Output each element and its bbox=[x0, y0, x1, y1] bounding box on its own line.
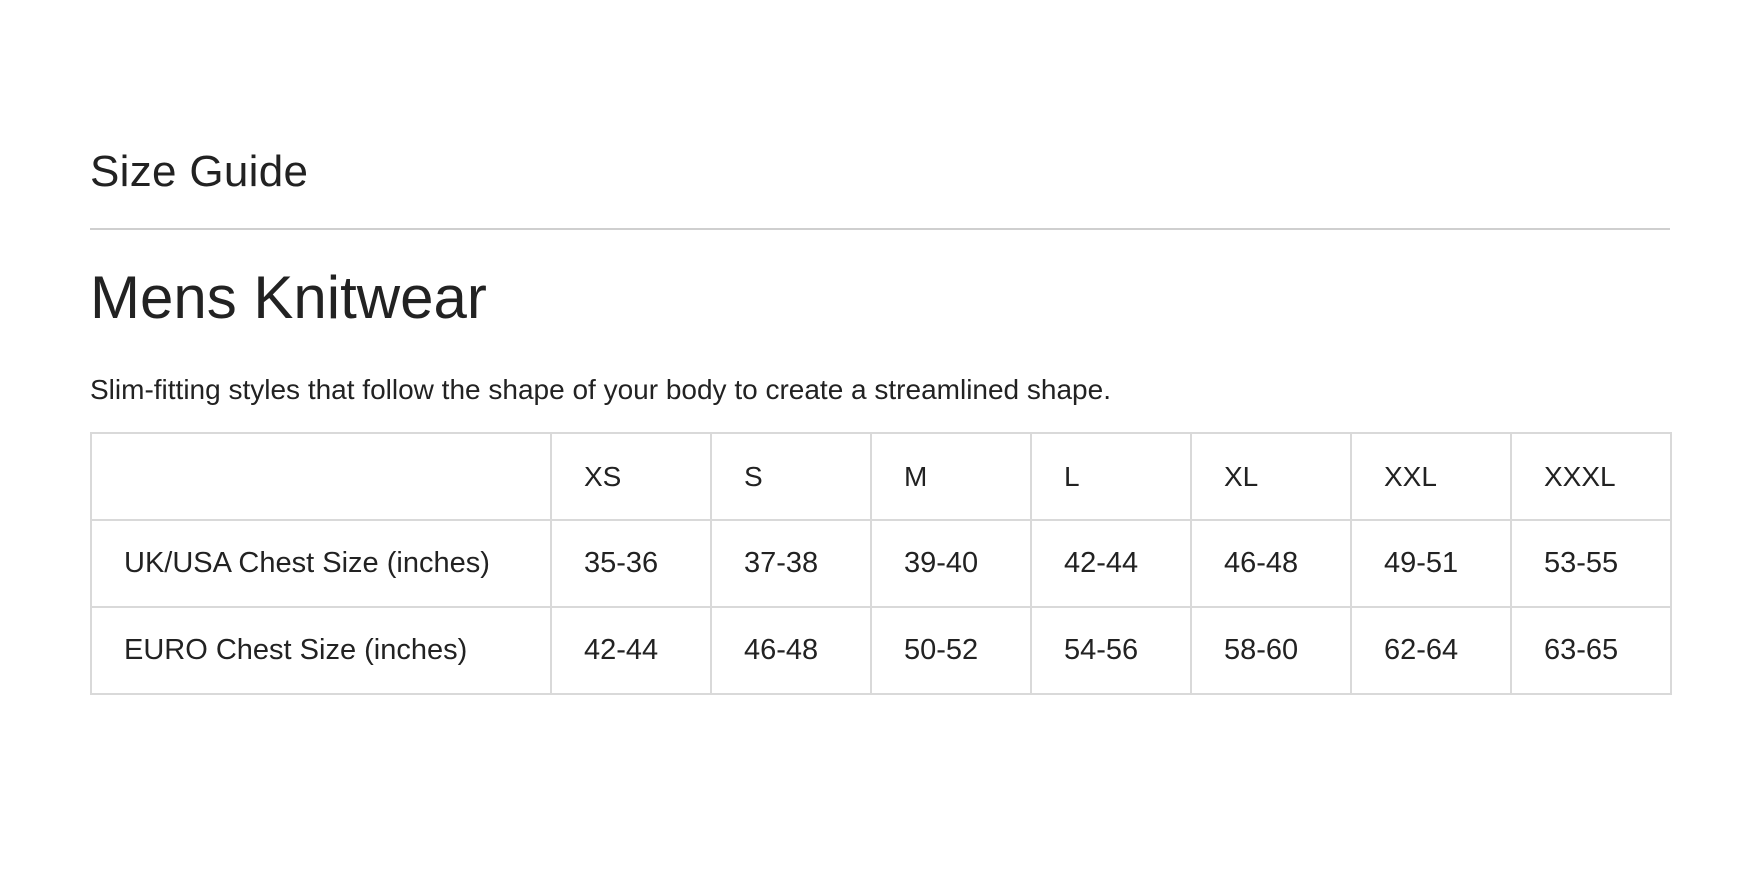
section-description: Slim-fitting styles that follow the shape of your body to create a streamlined shape. bbox=[90, 374, 1111, 405]
table-cell: 63-65 bbox=[1511, 607, 1671, 694]
table-cell: 37-38 bbox=[711, 520, 871, 607]
table-cell: 50-52 bbox=[871, 607, 1031, 694]
table-header-size: L bbox=[1031, 433, 1191, 520]
section-title: Mens Knitwear bbox=[90, 264, 487, 331]
size-table bbox=[90, 432, 1672, 695]
table-cell: 39-40 bbox=[871, 520, 1031, 607]
table-cell: 54-56 bbox=[1031, 607, 1191, 694]
table-row bbox=[91, 520, 1671, 607]
table-header-row bbox=[91, 433, 1671, 520]
table-cell: 42-44 bbox=[551, 607, 711, 694]
table-cell: 58-60 bbox=[1191, 607, 1351, 694]
table-cell: 42-44 bbox=[1031, 520, 1191, 607]
table-row bbox=[91, 607, 1671, 694]
table-cell: 35-36 bbox=[551, 520, 711, 607]
table-header-size: M bbox=[871, 433, 1031, 520]
table-cell: 49-51 bbox=[1351, 520, 1511, 607]
table-cell: 53-55 bbox=[1511, 520, 1671, 607]
table-cell: 62-64 bbox=[1351, 607, 1511, 694]
table-header-size: S bbox=[711, 433, 871, 520]
table-header-size: XXXL bbox=[1511, 433, 1671, 520]
header-divider bbox=[90, 228, 1670, 230]
table-header-size: XS bbox=[551, 433, 711, 520]
table-cell: 46-48 bbox=[1191, 520, 1351, 607]
row-label: UK/USA Chest Size (inches) bbox=[91, 520, 551, 607]
table-cell: 46-48 bbox=[711, 607, 871, 694]
table-header-size: XL bbox=[1191, 433, 1351, 520]
table-header-label bbox=[91, 433, 551, 520]
table-header-size: XXL bbox=[1351, 433, 1511, 520]
modal-title: Size Guide bbox=[90, 147, 309, 196]
row-label: EURO Chest Size (inches) bbox=[91, 607, 551, 694]
